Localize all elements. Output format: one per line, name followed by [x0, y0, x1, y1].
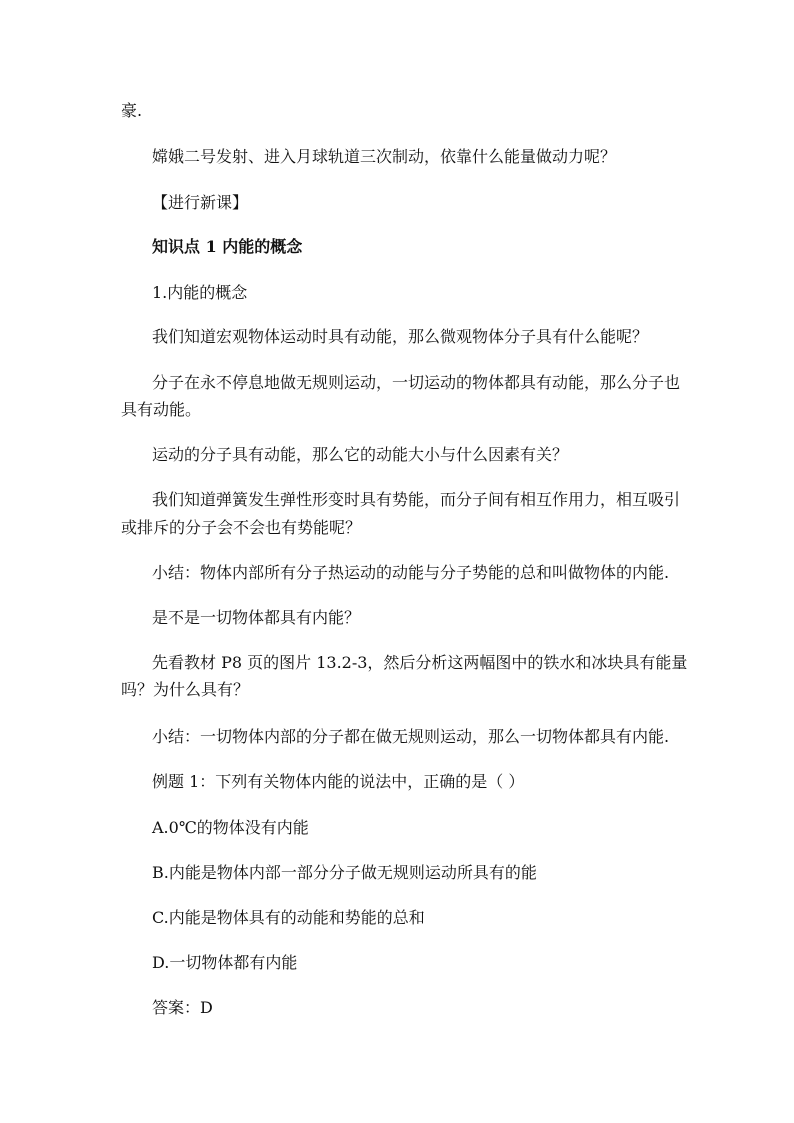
option-d: D.一切物体都有内能: [152, 953, 298, 972]
option-c: C.内能是物体具有的动能和势能的总和: [152, 908, 425, 927]
answer-line: 答案：D: [152, 998, 213, 1017]
paragraph-fragment: 豪.: [121, 101, 143, 120]
summary-paragraph: 小结：物体内部所有分子热运动的动能与分子势能的总和叫做物体的内能.: [152, 563, 670, 582]
knowledge-point-heading: 知识点 1 内能的概念: [152, 237, 303, 256]
paragraph-line: 先看教材 P8 页的图片 13.2-3，然后分析这两幅图中的铁水和冰块具有能量: [152, 653, 688, 672]
question-paragraph: 运动的分子具有动能，那么它的动能大小与什么因素有关？: [152, 445, 569, 464]
option-b: B.内能是物体内部一部分分子做无规则运动所具有的能: [152, 863, 537, 882]
example-question: 例题 1：下列有关物体内能的说法中，正确的是（ ）: [152, 772, 525, 791]
paragraph-line: 具有动能。: [121, 400, 202, 419]
paragraph-line: 或排斥的分子会不会也有势能呢？: [121, 518, 362, 537]
option-a: A.0℃的物体没有内能: [152, 818, 309, 837]
section-heading: 【进行新课】: [152, 193, 249, 212]
question-paragraph: 我们知道宏观物体运动时具有动能，那么微观物体分子具有什么能呢？: [152, 327, 649, 346]
paragraph-line: 吗？为什么具有？: [121, 680, 250, 699]
question-paragraph: 是不是一切物体都具有内能？: [152, 608, 361, 627]
paragraph-line: 分子在永不停息地做无规则运动，一切运动的物体都具有动能，那么分子也: [152, 373, 681, 392]
paragraph-intro-question: 嫦娥二号发射、进入月球轨道三次制动，依靠什么能量做动力呢？: [152, 147, 617, 166]
paragraph-line: 我们知道弹簧发生弹性形变时具有势能，而分子间有相互作用力，相互吸引: [152, 490, 681, 509]
subsection-heading: 1.内能的概念: [152, 283, 248, 302]
summary-paragraph: 小结：一切物体内部的分子都在做无规则运动，那么一切物体都具有内能.: [152, 727, 670, 746]
